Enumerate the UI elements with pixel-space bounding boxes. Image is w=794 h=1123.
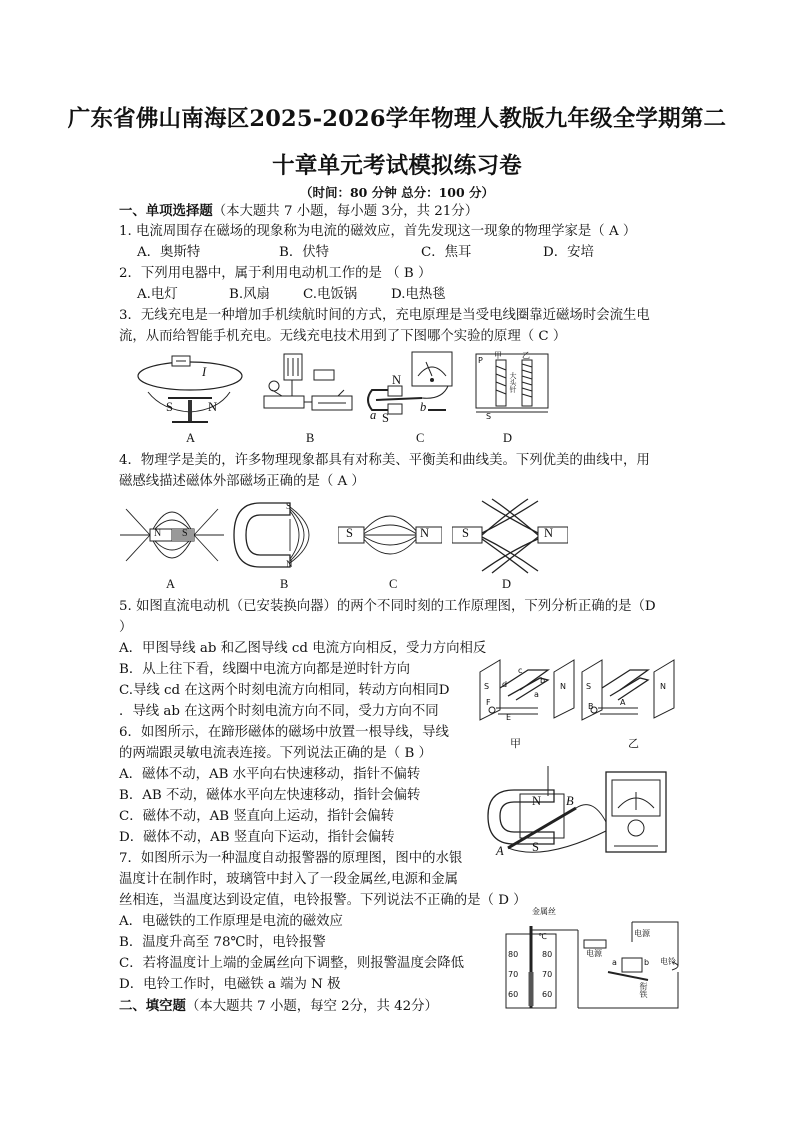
q5-jia-s-label: S bbox=[484, 682, 490, 691]
q1-stem: 1. 电流周围存在磁场的现象称为电流的磁效应，首先发现这一现象的物理学家是（ A ） bbox=[119, 224, 637, 239]
q7-option-b: B．温度升高至 78℃时，电铃报警 bbox=[119, 935, 326, 950]
q3d-pin-label: 大头针 bbox=[509, 372, 517, 393]
q7-t70-left: 70 bbox=[508, 970, 519, 979]
q4-stem-line1: 4．物理学是美的，许多物理现象都具有对称美、平衡美和曲线美。下列优美的曲线中，用 bbox=[119, 453, 650, 468]
q5-jia-a-label: a bbox=[534, 690, 539, 699]
section2-desc: （本大题共 7 小题，每空 2分，共 42分） bbox=[185, 999, 438, 1014]
q4a-n-label: N bbox=[154, 528, 162, 539]
q4b-s-label: S bbox=[286, 501, 292, 511]
q6-a-label: A bbox=[496, 844, 504, 858]
q5-yi-n-label: N bbox=[660, 682, 666, 691]
q4-figure-c bbox=[338, 497, 442, 575]
section2-header bbox=[119, 997, 438, 1016]
q5-jia-e-label: E bbox=[506, 713, 512, 722]
q4-figure-a bbox=[120, 495, 224, 575]
q4c-n-label: N bbox=[420, 526, 430, 540]
q5-figure-yi bbox=[580, 658, 676, 724]
q2-options bbox=[137, 286, 446, 304]
exam-meta: （时间：80 分钟 总分：100 分） bbox=[299, 185, 495, 200]
q3d-s-label: S bbox=[486, 412, 492, 421]
q2-option-c: C.电饭锅 bbox=[303, 287, 358, 302]
q7-stem-line2: 温度计在制作时，玻璃管中封入了一段金属丝,电源和金属 bbox=[119, 872, 459, 887]
q7-power1-label: 电源 bbox=[586, 949, 602, 958]
q3a-current-label: I bbox=[202, 365, 207, 379]
q1-option-d: D．安培 bbox=[543, 245, 594, 260]
q3a-s-label: S bbox=[166, 400, 173, 414]
q6-b-label: B bbox=[566, 794, 574, 808]
q7-bell-label: 电铃 bbox=[660, 957, 676, 966]
q5-yi-b-label: B bbox=[588, 702, 594, 711]
q1-option-b: B．伏特 bbox=[279, 245, 330, 260]
q5-label-yi: 乙 bbox=[628, 738, 639, 750]
q7-t80-left: 80 bbox=[508, 950, 519, 959]
q7-t60-left: 60 bbox=[508, 990, 519, 999]
q3-stem-line2: 流，从而给智能手机充电。无线充电技术用到了下图哪个实验的原理（ C ） bbox=[119, 329, 567, 344]
q4d-n-label: N bbox=[544, 526, 554, 540]
q6-stem-line1: 6．如图所示，在蹄形磁体的磁场中放置一根导线，导线 bbox=[119, 725, 449, 740]
q6-option-d: D．磁体不动，AB 竖直向下运动，指针会偏转 bbox=[119, 830, 395, 845]
q3-label-a: A bbox=[186, 431, 196, 445]
q3c-b-label: b bbox=[420, 400, 427, 414]
q4c-s-label: S bbox=[346, 526, 353, 540]
q5-stem-line2: ） bbox=[119, 620, 133, 635]
section1-desc: （本大题共 7 小题，每小题 3分，共 21分） bbox=[212, 204, 479, 219]
q7-power2-label: 电源 bbox=[634, 929, 650, 938]
q6-s-label: S bbox=[532, 840, 539, 854]
q6-stem-line2: 的两端跟灵敏电流表连接。下列说法正确的是（ B ） bbox=[119, 746, 432, 761]
q7-unit-label: ℃ bbox=[538, 932, 547, 941]
q7-figure bbox=[498, 907, 688, 1016]
section1-header bbox=[119, 202, 478, 221]
q4-stem-line2: 磁感线描述磁体外部磁场正确的是（ A ） bbox=[119, 474, 365, 489]
q5-jia-f-label: F bbox=[486, 698, 491, 707]
q7-wire-label: 金属丝 bbox=[532, 907, 556, 916]
q6-n-label: N bbox=[532, 794, 542, 808]
q3-label-c: C bbox=[416, 431, 425, 445]
q3-stem-line1: 3．无线充电是一种增加手机续航时间的方式，充电原理是当受电线圈靠近磁场时会流生电 bbox=[119, 308, 650, 323]
q5-yi-a-label: A bbox=[620, 698, 626, 707]
q2-option-a: A.电灯 bbox=[137, 287, 178, 302]
q5-jia-d-label: d bbox=[502, 680, 508, 689]
q3a-n-label: N bbox=[208, 400, 218, 414]
section1-heading: 一、单项选择题 bbox=[119, 203, 213, 219]
q7-t70-right: 70 bbox=[542, 970, 553, 979]
q3d-p-label: P bbox=[478, 356, 483, 365]
q4-figure-d bbox=[452, 497, 568, 575]
q2-option-b: B.风扇 bbox=[229, 287, 270, 302]
q3c-n-label: N bbox=[392, 373, 402, 387]
q3-label-d: D bbox=[503, 431, 513, 445]
q5-option-c-line1: C.导线 cd 在这两个时刻电流方向相同，转动方向相同D bbox=[119, 683, 450, 698]
q6-figure bbox=[484, 766, 672, 862]
q4-label-b: B bbox=[280, 577, 289, 591]
section2-heading: 二、填空题 bbox=[119, 998, 186, 1014]
exam-title-line2: 十章单元考试模拟练习卷 bbox=[272, 153, 522, 179]
q6-option-a: A．磁体不动，AB 水平向右快速移动，指针不偏转 bbox=[119, 767, 421, 782]
q7-t60-right: 60 bbox=[542, 990, 553, 999]
q7-stem-line3: 丝相连，当温度达到设定值，电铃报警。下列说法不正确的是（ D ） bbox=[119, 893, 527, 908]
q5-jia-c-label: c bbox=[518, 666, 523, 675]
q3d-yi-label: 乙 bbox=[522, 351, 530, 360]
q3-label-b: B bbox=[306, 431, 315, 445]
q7-option-c: C．若将温度计上端的金属丝向下调整，则报警温度会降低 bbox=[119, 956, 465, 971]
q2-stem: 2．下列用电器中，属于利用电动机工作的是 （ B ） bbox=[119, 266, 432, 281]
q3-figure-d bbox=[472, 350, 552, 430]
q7-a-label: a bbox=[612, 958, 617, 967]
q5-yi-s-label: S bbox=[586, 682, 592, 691]
q1-option-c: C．焦耳 bbox=[421, 245, 472, 260]
q6-option-b: B．AB 不动，磁体水平向左快速移动，指针会偏转 bbox=[119, 788, 421, 803]
q5-option-c-line2: ．导线 ab 在这两个时刻电流方向不同，受力方向不同 bbox=[119, 704, 439, 719]
exam-title-line1: 广东省佛山南海区2025-2026学年物理人教版九年级全学期第二 bbox=[67, 106, 727, 132]
q1-option-a: A．奥斯特 bbox=[137, 245, 201, 260]
q4-label-c: C bbox=[389, 577, 398, 591]
q7-t80-right: 80 bbox=[542, 950, 553, 959]
q7-iron-label: 衔铁 bbox=[639, 982, 648, 998]
q1-options bbox=[137, 244, 594, 262]
q7-b-label: b bbox=[644, 958, 650, 967]
q5-jia-b-label: b bbox=[540, 676, 546, 685]
q6-option-c: C．磁体不动，AB 竖直向上运动，指针会偏转 bbox=[119, 809, 395, 824]
q4-label-d: D bbox=[502, 577, 512, 591]
q3-figure-a bbox=[132, 350, 248, 430]
q7-stem-line1: 7．如图所示为一种温度自动报警器的原理图，图中的水银 bbox=[119, 851, 463, 866]
q5-jia-n-label: N bbox=[560, 682, 566, 691]
q3c-a-label: a bbox=[370, 408, 377, 422]
q3-figure-c bbox=[362, 350, 462, 430]
q5-option-b: B．从上往下看，线圈中电流方向都是逆时针方向 bbox=[119, 662, 411, 677]
q3-figure-b bbox=[262, 350, 356, 430]
q5-label-jia: 甲 bbox=[510, 738, 521, 750]
q5-figure-jia bbox=[478, 658, 576, 724]
q7-option-a: A．电磁铁的工作原理是电流的磁效应 bbox=[119, 914, 343, 929]
q4d-s-label: S bbox=[462, 526, 469, 540]
q4-figure-b bbox=[232, 497, 328, 575]
q5-option-a: A．甲图导线 ab 和乙图导线 cd 电流方向相反，受力方向相反 bbox=[119, 641, 487, 656]
q2-option-d: D.电热毯 bbox=[391, 287, 446, 302]
q3c-s-label: S bbox=[382, 411, 389, 425]
q4b-n-label: N bbox=[286, 559, 293, 569]
q4-label-a: A bbox=[166, 577, 176, 591]
q3d-jia-label: 甲 bbox=[494, 351, 502, 360]
q7-option-d: D．电铃工作时，电磁铁 a 端为 N 极 bbox=[119, 977, 341, 992]
q5-stem-line1: 5. 如图直流电动机（已安装换向器）的两个不同时刻的工作原理图，下列分析正确的是（D bbox=[119, 599, 656, 614]
q4a-s-label: S bbox=[182, 528, 188, 539]
